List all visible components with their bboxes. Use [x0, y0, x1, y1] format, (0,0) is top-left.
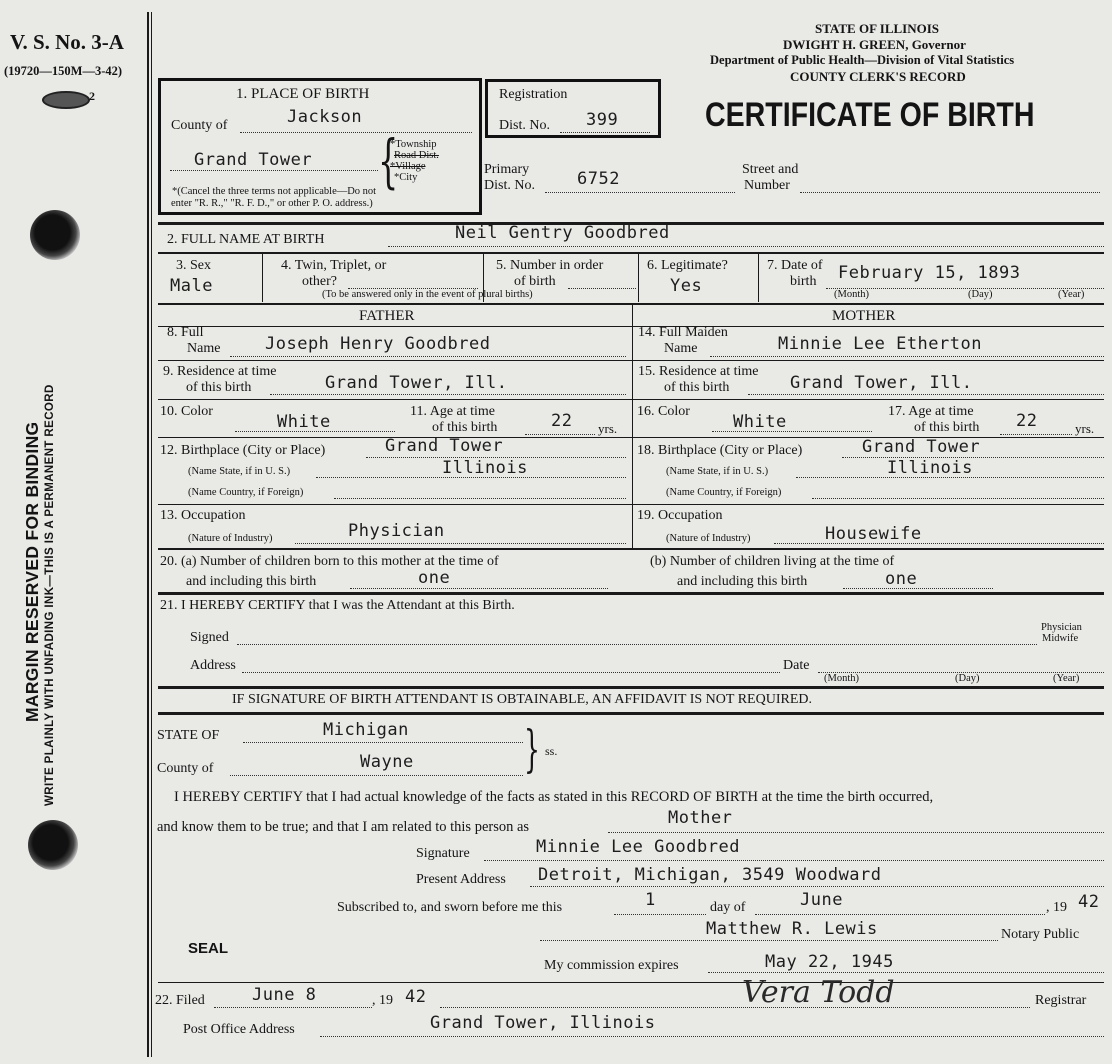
- mother-age-value: 22: [1016, 411, 1038, 431]
- father-age-value: 22: [551, 411, 573, 431]
- binding-hole-top: [30, 210, 80, 260]
- dob-value: February 15, 1893: [838, 263, 1021, 283]
- header-state: STATE OF ILLINOIS: [815, 21, 940, 36]
- union-label-icon: [42, 91, 90, 109]
- father-birthplace-label: 12. Birthplace (City or Place): [160, 443, 326, 458]
- attendant-certify: 21. I HEREBY CERTIFY that I was the Attendant at this Birth.: [160, 598, 515, 613]
- term-city: *City: [394, 172, 418, 183]
- certificate-title: CERTIFICATE OF BIRTH: [705, 96, 1035, 134]
- margin-rule: [147, 12, 149, 1057]
- affidavit-notice: IF SIGNATURE OF BIRTH ATTENDANT IS OBTAINABLE, AN AFFIDAVIT IS NOT REQUIRED.: [232, 692, 812, 707]
- term-road-dist: Road Dist.: [394, 150, 439, 161]
- parents-divider: [632, 303, 633, 548]
- mother-age-unit: yrs.: [1075, 421, 1095, 436]
- town-value: Grand Tower: [194, 150, 313, 170]
- legitimate-value: Yes: [670, 276, 703, 296]
- street-label-1: Street and: [742, 162, 799, 177]
- mother-birthplace-state: Illinois: [887, 458, 973, 478]
- mother-occupation-label: 19. Occupation: [637, 508, 723, 523]
- father-state-note: (Name State, if in U. S.): [188, 466, 291, 477]
- order-label-1: 5. Number in order: [496, 258, 604, 273]
- header-department: Department of Public Health—Division of Vital Statistics: [710, 53, 1015, 67]
- mother-color-label: 16. Color: [637, 404, 690, 419]
- mother-name-label-1: 14. Full Maiden: [638, 325, 728, 340]
- seal-label: SEAL: [188, 940, 229, 957]
- term-township: *Township: [390, 139, 437, 150]
- father-name-label-1: 8. Full: [167, 325, 204, 340]
- registrar-label: Registrar: [1035, 993, 1087, 1008]
- father-name-label-2: Name: [187, 341, 221, 356]
- father-name-value: Joseph Henry Goodbred: [265, 334, 491, 354]
- header-record: COUNTY CLERK'S RECORD: [790, 69, 966, 84]
- sworn-day-of: day of: [710, 900, 746, 915]
- mother-country-note: (Name Country, if Foreign): [666, 487, 782, 498]
- attendant-date-label: Date: [783, 658, 810, 673]
- midwife-label: Midwife: [1042, 633, 1079, 644]
- attendant-signed-label: Signed: [190, 630, 229, 645]
- form-number: V. S. No. 3-A: [10, 30, 124, 54]
- father-birthplace-state: Illinois: [442, 458, 528, 478]
- affidavit-ss: ss.: [545, 744, 558, 758]
- primary-dist-label: Dist. No.: [484, 178, 535, 193]
- mother-name-label-2: Name: [664, 341, 698, 356]
- father-occupation-value: Physician: [348, 521, 445, 541]
- affidavit-relation-value: Mother: [668, 808, 733, 828]
- attendant-address-label: Address: [190, 658, 236, 673]
- mother-heading: MOTHER: [832, 308, 896, 324]
- dob-month-label: (Month): [834, 289, 869, 300]
- filed-value: June 8: [252, 985, 317, 1005]
- commission-value: May 22, 1945: [765, 952, 894, 972]
- affidavit-county-value: Wayne: [360, 752, 414, 772]
- filed-year-prefix: , 19: [372, 993, 393, 1008]
- twin-label-2: other?: [302, 274, 337, 289]
- father-color-label: 10. Color: [160, 404, 213, 419]
- father-heading: FATHER: [359, 308, 415, 324]
- binding-hole-bottom: [28, 820, 78, 870]
- sworn-day-value: 1: [645, 890, 656, 910]
- margin-rule-inner: [151, 12, 152, 1057]
- mother-name-value: Minnie Lee Etherton: [778, 334, 982, 354]
- header-governor: DWIGHT H. GREEN, Governor: [783, 37, 966, 52]
- dob-label-1: 7. Date of: [767, 258, 823, 273]
- registrar-signature: Vera Todd: [742, 975, 895, 1010]
- primary-label: Primary: [484, 162, 530, 177]
- mother-age-label-1: 17. Age at time: [888, 404, 974, 419]
- affidavit-brace: }: [524, 720, 540, 778]
- mother-birthplace-label: 18. Birthplace (City or Place): [637, 443, 803, 458]
- dob-year-label: (Year): [1058, 289, 1085, 300]
- mother-residence-label-2: of this birth: [664, 380, 730, 395]
- permanent-ink-text: WRITE PLAINLY WITH UNFADING INK—THIS IS A PERMANENT RECORD: [44, 384, 56, 806]
- registration-dist-value: 399: [586, 110, 619, 130]
- mother-industry-note: (Nature of Industry): [666, 533, 751, 544]
- registration-label: Registration: [499, 87, 568, 102]
- father-country-note: (Name Country, if Foreign): [188, 487, 304, 498]
- mother-state-note: (Name State, if in U. S.): [666, 466, 769, 477]
- present-address-label: Present Address: [416, 872, 506, 887]
- children-living-label-2: and including this birth: [677, 574, 808, 589]
- father-age-label-2: of this birth: [432, 420, 498, 435]
- mother-color-value: White: [733, 412, 787, 432]
- father-color-value: White: [277, 412, 331, 432]
- attendant-year-label: (Year): [1053, 673, 1080, 684]
- registration-dist-label: Dist. No.: [499, 118, 550, 133]
- signature-value: Minnie Lee Goodbred: [536, 837, 740, 857]
- po-address-value: Grand Tower, Illinois: [430, 1013, 656, 1033]
- father-industry-note: (Nature of Industry): [188, 533, 273, 544]
- street-label-2: Number: [744, 178, 790, 193]
- signature-label: Signature: [416, 846, 470, 861]
- binding-margin-text: MARGIN RESERVED FOR BINDING: [22, 421, 42, 722]
- county-label: County of: [171, 118, 228, 133]
- attendant-month-label: (Month): [824, 673, 859, 684]
- mother-residence-value: Grand Tower, Ill.: [790, 373, 973, 393]
- children-born-label-2: and including this birth: [186, 574, 317, 589]
- filed-year-value: 42: [405, 987, 427, 1007]
- father-birthplace-city: Grand Tower: [385, 436, 504, 456]
- notary-title: Notary Public: [1001, 927, 1080, 942]
- county-value: Jackson: [287, 107, 363, 127]
- po-address-label: Post Office Address: [183, 1022, 295, 1037]
- physician-label: Physician: [1041, 622, 1082, 633]
- father-occupation-label: 13. Occupation: [160, 508, 246, 523]
- mother-occupation-value: Housewife: [825, 524, 922, 544]
- commission-label: My commission expires: [544, 958, 679, 973]
- sworn-label: Subscribed to, and sworn before me this: [337, 900, 563, 915]
- attendant-day-label: (Day): [955, 673, 980, 684]
- father-age-unit: yrs.: [598, 421, 618, 436]
- town-brace: {: [378, 127, 399, 195]
- term-village: *Village: [390, 161, 426, 172]
- cancel-note-2: enter "R. R.," "R. F. D.," or other P. O. address.): [171, 198, 373, 209]
- cancel-note-1: *(Cancel the three terms not applicable—Do not: [172, 186, 377, 197]
- children-living-value: one: [885, 569, 918, 589]
- dob-label-2: birth: [790, 274, 817, 289]
- affidavit-text-1: I HEREBY CERTIFY that I had actual knowledge of the facts as stated in this RECORD OF BIRTH at the time the birth occurred,: [174, 789, 934, 805]
- affidavit-county-label: County of: [157, 761, 214, 776]
- sworn-month-value: June: [800, 890, 843, 910]
- full-name-label: 2. FULL NAME AT BIRTH: [167, 232, 325, 247]
- filed-label: 22. Filed: [155, 993, 205, 1008]
- sex-value: Male: [170, 276, 213, 296]
- notary-name-value: Matthew R. Lewis: [706, 919, 878, 939]
- present-address-value: Detroit, Michigan, 3549 Woodward: [538, 865, 882, 885]
- mother-age-label-2: of this birth: [914, 420, 980, 435]
- mother-birthplace-city: Grand Tower: [862, 437, 981, 457]
- affidavit-state-value: Michigan: [323, 720, 409, 740]
- father-residence-label-2: of this birth: [186, 380, 252, 395]
- sworn-year-prefix: , 19: [1046, 900, 1067, 915]
- father-age-label-1: 11. Age at time: [410, 404, 496, 419]
- place-of-birth-heading: 1. PLACE OF BIRTH: [236, 86, 370, 102]
- children-living-label-1: (b) Number of children living at the time of: [650, 554, 895, 569]
- primary-dist-value: 6752: [577, 169, 620, 189]
- father-residence-label-1: 9. Residence at time: [163, 364, 277, 379]
- affidavit-text-2: and know them to be true; and that I am related to this person as: [157, 819, 530, 835]
- father-residence-value: Grand Tower, Ill.: [325, 373, 508, 393]
- order-label-2: of birth: [514, 274, 556, 289]
- print-code: (19720—150M—3-42): [4, 64, 123, 78]
- sworn-year-value: 42: [1078, 892, 1100, 912]
- mother-residence-label-1: 15. Residence at time: [638, 364, 759, 379]
- dob-day-label: (Day): [968, 289, 993, 300]
- plural-note: (To be answered only in the event of plural births): [322, 289, 533, 300]
- twin-label-1: 4. Twin, Triplet, or: [281, 258, 387, 273]
- children-born-label-1: 20. (a) Number of children born to this mother at the time of: [160, 554, 499, 569]
- sex-label: 3. Sex: [176, 258, 211, 273]
- legitimate-label: 6. Legitimate?: [647, 258, 728, 273]
- union-mark: 2: [89, 89, 95, 103]
- full-name-value: Neil Gentry Goodbred: [455, 223, 670, 243]
- children-born-value: one: [418, 568, 451, 588]
- affidavit-state-label: STATE OF: [157, 728, 220, 743]
